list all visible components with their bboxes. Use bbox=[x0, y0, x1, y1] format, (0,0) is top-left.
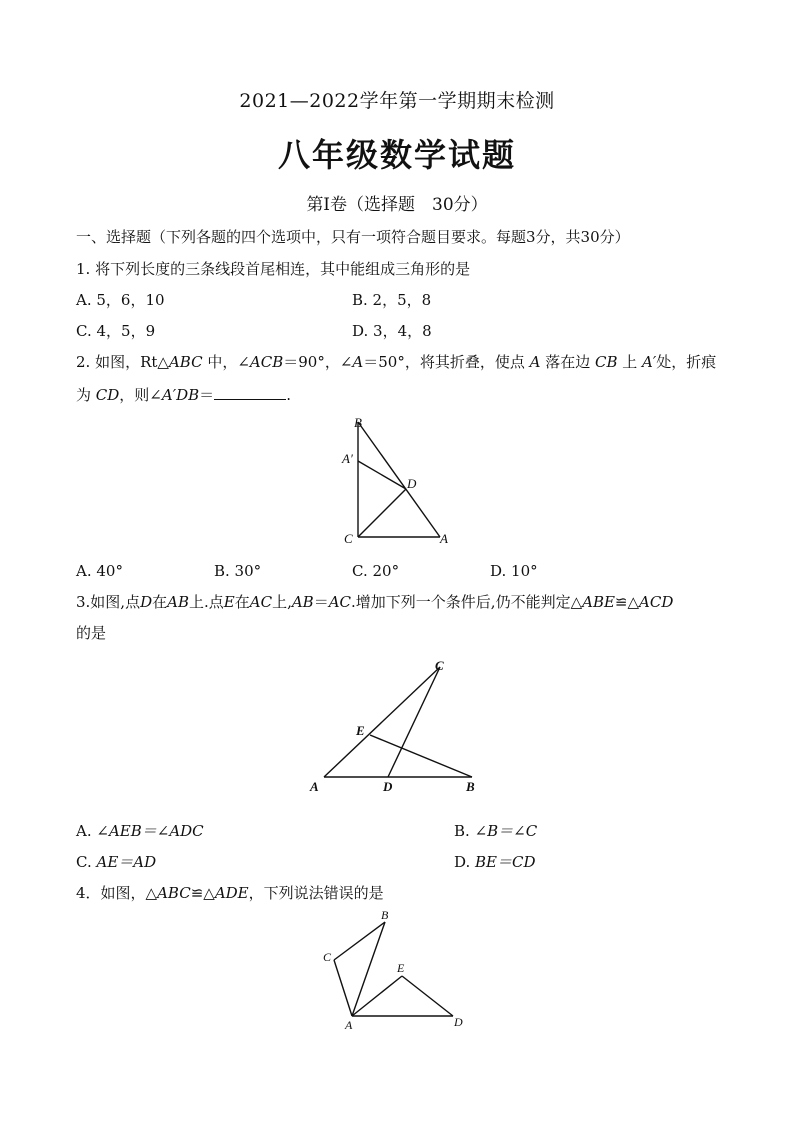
question-1-stem: 1. 将下列长度的三条线段首尾相连，其中能组成三角形的是 bbox=[76, 260, 471, 278]
label-A: A bbox=[345, 1018, 353, 1032]
segment-BA bbox=[352, 922, 385, 1016]
q1-option-b: B. 2，5，8 bbox=[352, 291, 432, 309]
answer-blank bbox=[214, 385, 286, 400]
question-2-stem: 2. 如图，Rt△ABC 中，∠ACB＝90°，∠A＝50°，将其折叠，使点 A 落在边 CB 上 A′处，折痕 bbox=[76, 353, 717, 371]
segment-AC bbox=[324, 667, 440, 777]
label-E: E bbox=[397, 961, 405, 975]
section-instructions: 一、选择题（下列各题的四个选项中，只有一项符合题目要求。每题3分，共30分） bbox=[76, 228, 630, 246]
label-C: C bbox=[435, 658, 444, 673]
segment-ED bbox=[402, 976, 453, 1016]
label-C: C bbox=[344, 531, 353, 546]
segment-CB bbox=[334, 922, 385, 960]
question-3-stem-cont: 的是 bbox=[76, 624, 107, 642]
label-B: B bbox=[354, 415, 362, 430]
q1-option-a: A. 5，6，10 bbox=[76, 291, 165, 309]
q2-option-c: C. 20° bbox=[352, 562, 400, 580]
segment-CD bbox=[358, 489, 406, 537]
q3-option-d: D. BE＝CD bbox=[454, 853, 536, 871]
question-2-stem-cont: 为 CD，则∠A′DB＝ . bbox=[76, 386, 291, 404]
q3-option-c: C. AE＝AD bbox=[76, 853, 157, 871]
question-3-stem: 3.如图,点D在AB上.点E在AC上,AB＝AC.增加下列一个条件后,仍不能判定△ABE≌△ACD bbox=[76, 593, 674, 611]
q3-figure bbox=[300, 655, 490, 800]
q2-option-a: A. 40° bbox=[76, 562, 123, 580]
label-A: A bbox=[440, 531, 448, 546]
q2-option-b: B. 30° bbox=[214, 562, 262, 580]
question-4-stem: 4．如图，△ABC≌△ADE，下列说法错误的是 bbox=[76, 884, 384, 902]
label-B: B bbox=[381, 908, 389, 922]
segment-BA bbox=[358, 422, 440, 537]
exam-header: 2021—2022学年第一学期期末检测 bbox=[239, 90, 555, 112]
q2-option-d: D. 10° bbox=[490, 562, 538, 580]
q1-option-d: D. 3，4，8 bbox=[352, 322, 432, 340]
segment-EB bbox=[370, 735, 472, 777]
label-D: D bbox=[407, 476, 417, 491]
label-A-prime: A′ bbox=[342, 451, 353, 466]
label-D: D bbox=[383, 779, 393, 794]
label-E: E bbox=[356, 723, 365, 738]
label-C: C bbox=[323, 950, 332, 964]
label-D: D bbox=[454, 1015, 463, 1029]
segment-A'D bbox=[358, 461, 406, 489]
q3-option-a: A. ∠AEB＝∠ADC bbox=[76, 822, 204, 840]
q1-option-c: C. 4，5，9 bbox=[76, 322, 156, 340]
label-B: B bbox=[466, 779, 475, 794]
label-A: A bbox=[310, 779, 319, 794]
q4-figure bbox=[315, 905, 475, 1035]
exam-title: 八年级数学试题 bbox=[277, 136, 516, 174]
q3-option-b: B. ∠B＝∠C bbox=[454, 822, 538, 840]
segment-AC bbox=[334, 960, 352, 1016]
volume-heading: 第Ⅰ卷（选择题 30分） bbox=[306, 195, 488, 215]
q2-figure bbox=[330, 410, 460, 550]
